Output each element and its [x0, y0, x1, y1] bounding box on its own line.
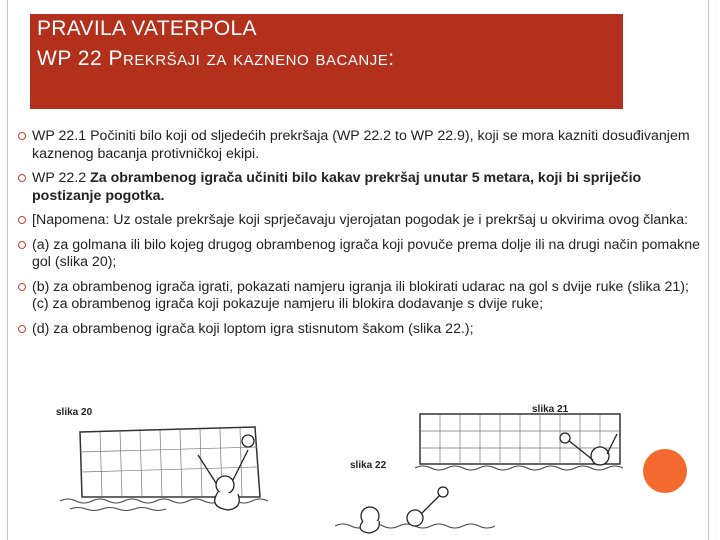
bullet-icon: [18, 283, 26, 291]
goal-illustration: [325, 376, 633, 540]
list-item: [18, 128, 702, 163]
figure-slika-21-22: [325, 376, 633, 540]
bullet-prefix: WP 22.2: [32, 170, 91, 186]
bullet-text: [Napomena: Uz ostale prekršaje koji sprječavaju vjerojatan pogodak je i prekršaj u okvirima ovog članka:: [32, 212, 689, 228]
bullet-bold-text: Za obrambenog igrača učiniti bilo kakav prekršaj unutar 5 metara, koji bi spriječio postizanje pogotka.: [32, 170, 642, 204]
list-item: [18, 237, 702, 272]
rules-list: [18, 128, 702, 345]
figure-label: slika 22: [350, 460, 387, 471]
list-item: [18, 279, 702, 314]
bullet-icon: [18, 216, 26, 224]
bullet-icon: [18, 174, 26, 182]
bullet-icon: [18, 241, 26, 249]
figure-slika-20: [40, 397, 290, 527]
right-frame-line: [708, 0, 709, 540]
left-frame-line: [7, 0, 8, 540]
bullet-icon: [18, 132, 26, 140]
list-item: [18, 170, 702, 205]
title-banner: [30, 14, 623, 109]
list-item: [18, 321, 702, 339]
bullet-text: (d) za obrambenog igrača koji loptom igra stisnutom šakom (slika 22.);: [32, 320, 474, 337]
title-line-2: WP 22 Prekršaji za kazneno bacanje:: [37, 47, 395, 70]
list-item: [18, 212, 702, 230]
figure-label: slika 21: [532, 404, 569, 415]
bullet-text: (a) za golmana ili bilo kojeg drugog obrambenog igrača koji povuče prema dolje ili na drugi način pomakne gol (slika 20);: [32, 236, 700, 270]
bullet-text: (b) za obrambenog igrača igrati, pokazati namjeru igranja ili blokirati udarac na gol s dvije ruke (slika 21); (c) za obrambenog igrača koji pokazuje namjeru ili blokira dodavanje s dvije ruke;: [32, 278, 689, 312]
bullet-text: WP 22.1 Počiniti bilo koji od sljedećih prekršaja (WP 22.2 to WP 22.9), koji se mora kazniti dosuđivanjem kaznenog bacanja protivničkoj ekipi.: [32, 128, 690, 162]
bullet-icon: [18, 325, 26, 333]
decorative-orange-circle: [643, 449, 687, 493]
title-line-1: PRAVILA VATERPOLA: [37, 17, 257, 40]
figure-label: slika 20: [56, 407, 93, 418]
